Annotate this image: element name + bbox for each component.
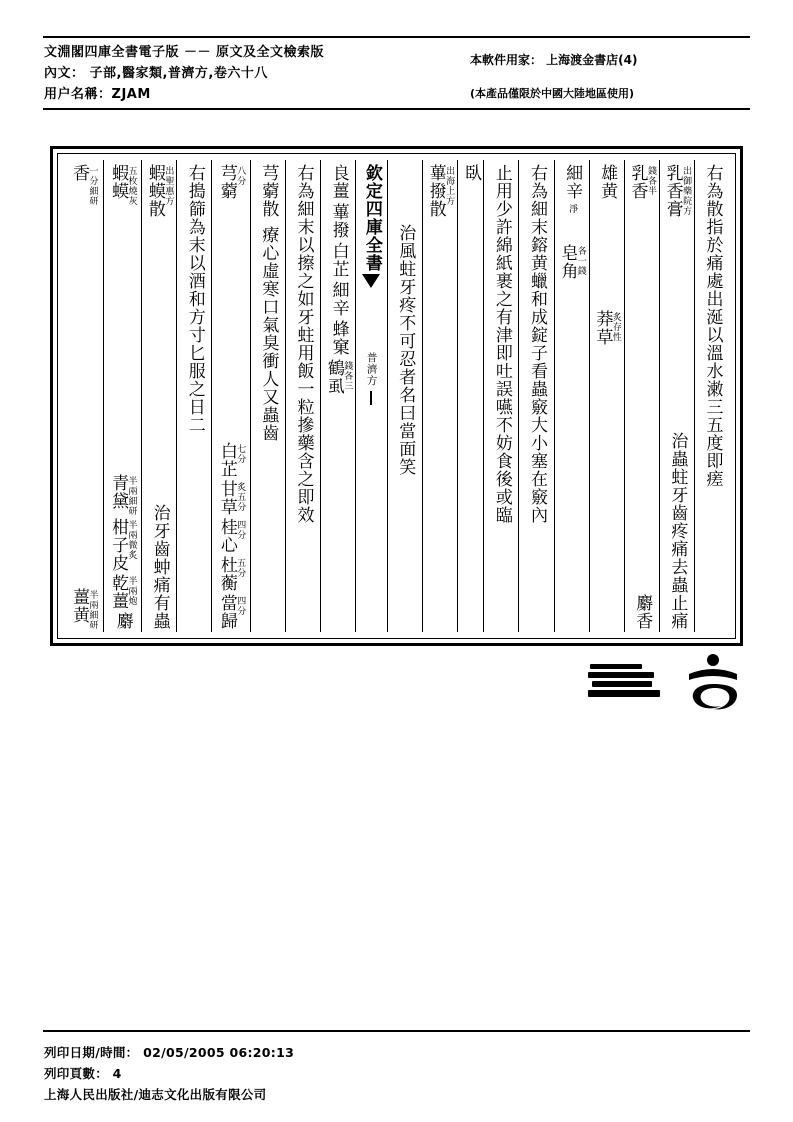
column-subtext: 甘草	[216, 480, 237, 516]
column-annotation: 燒灰	[126, 186, 137, 206]
column-annotation: 錢	[645, 166, 656, 176]
text-column-15	[211, 160, 250, 632]
column-subtext: 治蟲蛀牙齒疼痛去蟲止痛	[667, 432, 688, 630]
column-text: 右搗篩為末以酒和方寸匕服之日二	[184, 164, 205, 434]
text-column-14	[250, 160, 285, 632]
column-annotation: 各	[575, 246, 586, 256]
document-header	[0, 0, 793, 118]
column-annotation: 上方	[444, 186, 455, 206]
column-annotation: 分	[235, 530, 246, 540]
triangle-marker-icon	[362, 274, 380, 288]
header-user-label: 用户名稱：	[44, 87, 112, 102]
column-annotation: 五分	[235, 492, 246, 512]
text-column-6	[518, 160, 553, 632]
text-column-8	[457, 160, 483, 632]
column-annotation: 出御藥	[681, 166, 692, 196]
column-annotation: 四	[235, 520, 246, 530]
column-annotation: 分	[235, 568, 246, 578]
column-subtext: 當歸	[216, 594, 237, 630]
text-column-5	[554, 160, 589, 632]
text-column-12	[320, 160, 355, 632]
column-text: 右為細末鎔黄蠟和成錠子看蟲竅大小塞在竅內	[526, 164, 547, 524]
column-subtext: 白芷	[328, 242, 349, 278]
stacked-books-icon	[588, 662, 660, 698]
column-subtext: 細辛	[328, 281, 349, 317]
column-annotation: 微炙	[126, 540, 137, 560]
column-title: 蓽撥散	[425, 164, 446, 218]
column-title: 芎藭散	[258, 164, 279, 218]
column-annotation: 八	[235, 166, 246, 176]
column-annotation: 半兩	[126, 476, 137, 496]
book-title-label: 普濟方	[365, 352, 378, 387]
column-subtext: 鶴虱	[323, 359, 344, 395]
column-annotation: 炮	[126, 596, 137, 606]
column-annotation: 半兩	[87, 590, 98, 610]
column-annotation: 半兩	[126, 520, 137, 540]
scanned-page-inner-border	[57, 153, 736, 639]
text-column-2	[659, 160, 694, 632]
text-column-9	[422, 160, 457, 632]
column-subtext: 杜蘅	[216, 556, 237, 592]
text-column-13	[285, 160, 320, 632]
column-title: 香	[69, 164, 90, 182]
column-subtext: 柑子皮	[108, 518, 129, 572]
column-subtext: 治牙齒蚛痛有蟲	[149, 504, 170, 630]
column-subtext: 療心虛寒口氣臭衝人又蟲齒	[258, 226, 279, 442]
column-title: 細辛	[562, 164, 583, 200]
text-columns	[64, 160, 729, 632]
column-annotation: 分	[235, 454, 246, 464]
column-annotation: 一分	[87, 166, 98, 186]
text-column-1	[694, 160, 729, 632]
column-text: 臥	[461, 164, 482, 182]
column-subtext: 薑黄	[69, 588, 90, 624]
text-column-11-banner	[355, 160, 387, 632]
column-title: 乳香膏	[662, 164, 683, 218]
column-annotation: 細研	[126, 496, 137, 516]
library-banner-title: 欽定四庫全書	[361, 164, 382, 272]
column-title: 蝦蟆散	[144, 164, 165, 218]
column-subtext: 皂角	[557, 244, 578, 280]
column-title: 雄黄	[597, 164, 618, 200]
print-datetime: 列印日期/時間： 02/05/2005 06:20:13	[44, 1045, 295, 1060]
column-title: 蝦蟆	[108, 164, 129, 200]
header-licensee: 本軟件用家： 上海渡金書店(4)	[470, 53, 638, 67]
column-annotation: 五枚	[126, 166, 137, 186]
header-right-text	[470, 44, 750, 110]
column-annotation: 細研	[87, 186, 98, 206]
column-subtext: 白芷	[216, 442, 237, 478]
header-bottom-rule	[43, 108, 750, 110]
column-annotation: 存性	[610, 322, 621, 342]
column-subtext: 乾薑	[108, 574, 129, 610]
column-annotation: 院方	[681, 196, 692, 216]
column-annotation: 炙	[610, 312, 621, 322]
print-page-count: 列印頁數： 4	[44, 1066, 122, 1081]
column-annotation: 細研	[87, 610, 98, 630]
text-column-16	[176, 160, 211, 632]
text-column-4	[589, 160, 624, 632]
column-text: 右為散指於痛處出涎以溫水潄三五度即瘥	[702, 164, 723, 488]
column-title: 良薑	[328, 164, 349, 200]
column-text: 右為細末以擦之如牙蛀用飯一粒摻藥含之即效	[293, 164, 314, 524]
header-user-value: ZJAM	[111, 87, 151, 102]
column-annotation: 各三	[342, 371, 353, 391]
column-annotation: 錢	[342, 361, 353, 371]
column-subtext: 桂心	[216, 518, 237, 554]
column-text: 治風蛀牙疼不可忍者名曰當面笑	[395, 224, 416, 476]
header-content-path: 內文： 子部,醫家類,普濟方,卷六十八	[44, 66, 268, 81]
header-left-text	[44, 42, 324, 105]
column-annotation: 分	[235, 606, 246, 616]
column-subtext: 蓽撥	[328, 203, 349, 239]
header-top-rule	[43, 36, 750, 38]
column-annotation: 出聖	[163, 166, 174, 186]
footer-rule	[43, 1030, 750, 1032]
text-column-19	[64, 160, 102, 632]
header-title: 文淵閣四庫全書電子版 －－ 原文及全文檢索版	[44, 45, 325, 60]
column-annotation: 五	[235, 558, 246, 568]
scanned-page-frame	[50, 146, 743, 646]
column-subtext: 麝香	[632, 594, 653, 630]
header-user-line	[44, 84, 324, 105]
publisher-line: 上海人民出版社/迪志文化出版有限公司	[44, 1087, 267, 1102]
column-subtext: 麝	[112, 612, 133, 630]
header-region-notice: (本產品僅限於中國大陸地區使用)	[470, 87, 635, 100]
column-subtext: 青黛	[108, 474, 129, 510]
circular-seal-icon	[683, 650, 743, 712]
seal-glyph	[683, 650, 743, 712]
column-annotation: 一錢	[575, 256, 586, 276]
column-annotation: 出海	[444, 166, 455, 186]
page-number-dash	[370, 391, 372, 405]
column-annotation: 七	[235, 444, 246, 454]
column-subtext: 蜂窠	[328, 320, 349, 356]
column-annotation: 半兩	[126, 576, 137, 596]
column-title: 芎藭	[216, 164, 237, 200]
column-text: 止用少許綿紙裹之有津即吐誤嚥不妨食後或臨	[491, 164, 512, 524]
text-column-18	[103, 160, 142, 632]
column-title: 乳香	[627, 164, 648, 200]
text-column-7	[483, 160, 518, 632]
column-subtext: 莽草	[592, 310, 613, 346]
column-annotation: 炙	[235, 482, 246, 492]
column-annotation: 四	[235, 596, 246, 606]
column-annotation: 惠方	[163, 186, 174, 206]
column-annotation: 各半	[645, 176, 656, 196]
column-annotation: 分	[235, 176, 246, 186]
text-column-3	[624, 160, 659, 632]
column-annotation: 淨	[567, 204, 578, 214]
footer-text	[44, 1042, 294, 1105]
text-column-10	[387, 160, 422, 632]
text-column-17	[141, 160, 176, 632]
